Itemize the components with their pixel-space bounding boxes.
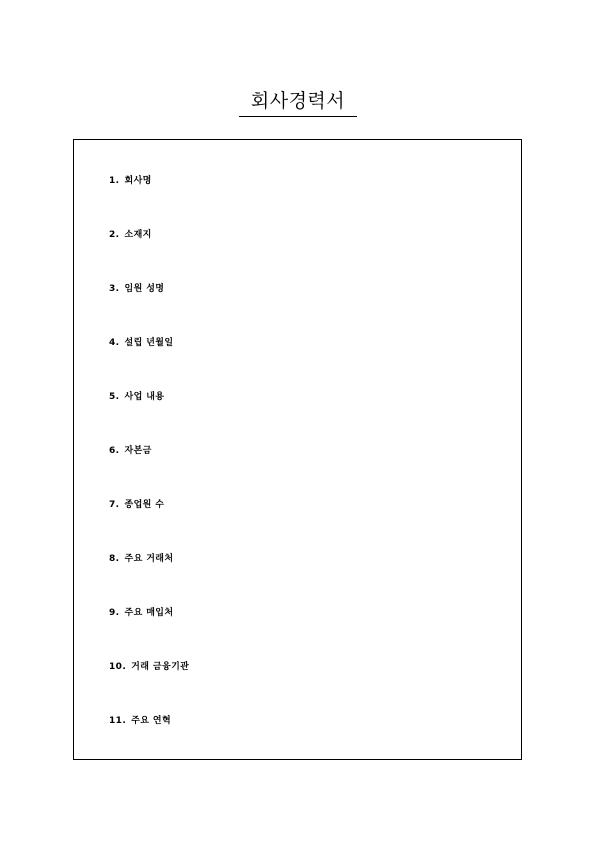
item-major-suppliers (109, 607, 174, 619)
item-number: 11. (109, 716, 127, 726)
item-label: 주요 매입처 (124, 608, 174, 618)
item-number: 1. (109, 176, 120, 186)
item-label: 설립 년월일 (124, 338, 174, 348)
item-label: 회사명 (124, 176, 152, 186)
item-label: 사업 내용 (124, 392, 165, 402)
item-label: 자본금 (124, 446, 152, 456)
item-company-name (109, 175, 152, 187)
item-number: 4. (109, 338, 120, 348)
item-major-customers (109, 553, 174, 565)
item-number: 2. (109, 230, 120, 240)
item-employee-count (109, 499, 164, 511)
item-label: 종업원 수 (124, 500, 165, 510)
item-label: 임원 성명 (124, 284, 165, 294)
item-number: 3. (109, 284, 120, 294)
item-number: 5. (109, 392, 120, 402)
item-major-history (109, 715, 171, 727)
item-number: 6. (109, 446, 120, 456)
item-number: 10. (109, 662, 127, 672)
item-label: 거래 금융기관 (131, 662, 190, 672)
document-title: 회사경력서 (250, 90, 346, 112)
item-address (109, 229, 152, 241)
item-establishment-date (109, 337, 174, 349)
item-label: 주요 연혁 (131, 716, 172, 726)
item-financial-institutions (109, 661, 189, 673)
item-number: 7. (109, 500, 120, 510)
item-number: 8. (109, 554, 120, 564)
item-business-description (109, 391, 164, 403)
item-capital (109, 445, 152, 457)
item-label: 소재지 (124, 230, 152, 240)
item-executive-names (109, 283, 164, 295)
form-box (73, 139, 522, 760)
item-number: 9. (109, 608, 120, 618)
item-label: 주요 거래처 (124, 554, 174, 564)
title-underline (239, 116, 357, 117)
